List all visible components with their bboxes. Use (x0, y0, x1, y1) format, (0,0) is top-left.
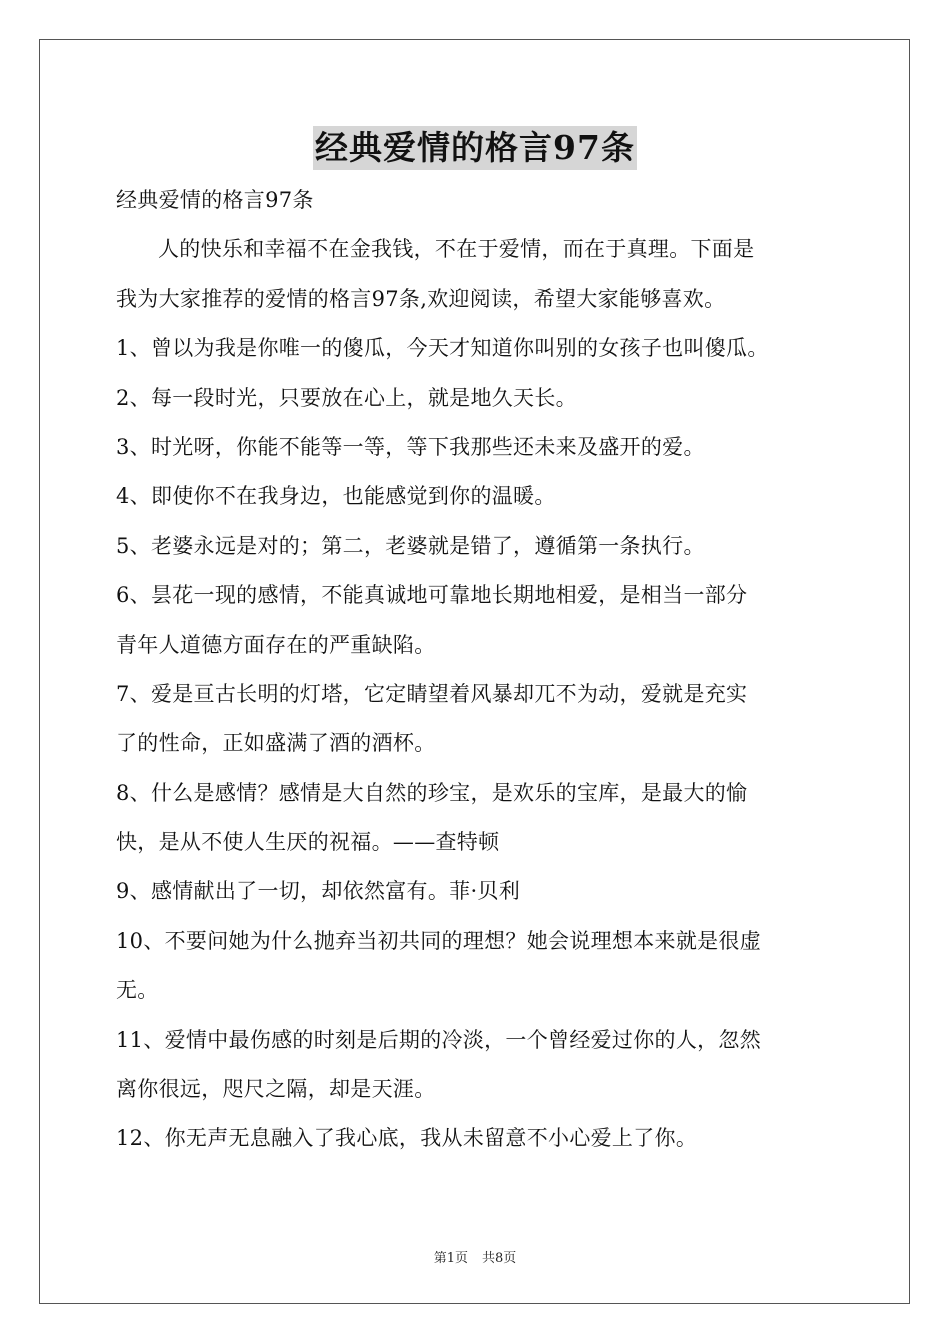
document-body (116, 176, 836, 1164)
quote-item-line: 无。 (116, 978, 159, 1003)
intro-paragraph-line: 我为大家推荐的爱情的格言97条,欢迎阅读，希望大家能够喜欢。 (116, 286, 726, 311)
quote-item-line: 11、爱情中最伤感的时刻是后期的冷淡，一个曾经爱过你的人，忽然 (116, 1027, 762, 1052)
page-number-total: 共8页 (482, 1251, 517, 1266)
quote-item-line: 7、爱是亘古长明的灯塔，它定睛望着风暴却兀不为动，爱就是充实 (116, 681, 748, 706)
quote-item-line: 快，是从不使人生厌的祝福。——查特顿 (116, 830, 500, 855)
quote-item-line: 2、每一段时光，只要放在心上，就是地久天长。 (116, 385, 577, 410)
quote-item-line: 青年人道德方面存在的严重缺陷。 (116, 632, 436, 657)
quote-item-line: 8、什么是感情？感情是大自然的珍宝，是欢乐的宝库，是最大的愉 (116, 780, 748, 805)
page-number-current: 第1页 (433, 1251, 468, 1266)
quote-item-line: 9、感情献出了一切，却依然富有。菲·贝利 (116, 879, 521, 904)
quote-item-line: 5、老婆永远是对的；第二，老婆就是错了，遵循第一条执行。 (116, 533, 705, 558)
quote-item-line: 了的性命，正如盛满了酒的酒杯。 (116, 731, 436, 756)
quote-item-line: 12、你无声无息融入了我心底，我从未留意不小心爱上了你。 (116, 1126, 698, 1151)
quote-item-line: 离你很远，咫尺之隔，却是天涯。 (116, 1077, 436, 1102)
intro-paragraph-line: 人的快乐和幸福不在金我钱，不在于爱情，而在于真理。下面是 (158, 237, 755, 262)
quote-item-line: 1、曾以为我是你唯一的傻瓜，今天才知道你叫别的女孩子也叫傻瓜。 (116, 336, 769, 361)
document-title-text: 经典爱情的格言97条 (313, 126, 637, 170)
quote-item-line: 4、即使你不在我身边，也能感觉到你的温暖。 (116, 484, 556, 509)
quote-item-line: 10、不要问她为什么抛弃当初共同的理想？她会说理想本来就是很虚 (116, 928, 762, 953)
document-title (0, 126, 950, 170)
quote-item-line: 6、昙花一现的感情，不能真诚地可靠地长期地相爱，是相当一部分 (116, 583, 748, 608)
page-footer (0, 1247, 950, 1266)
subtitle-line: 经典爱情的格言97条 (116, 188, 314, 212)
quote-item-line: 3、时光呀，你能不能等一等，等下我那些还未来及盛开的爱。 (116, 434, 705, 459)
